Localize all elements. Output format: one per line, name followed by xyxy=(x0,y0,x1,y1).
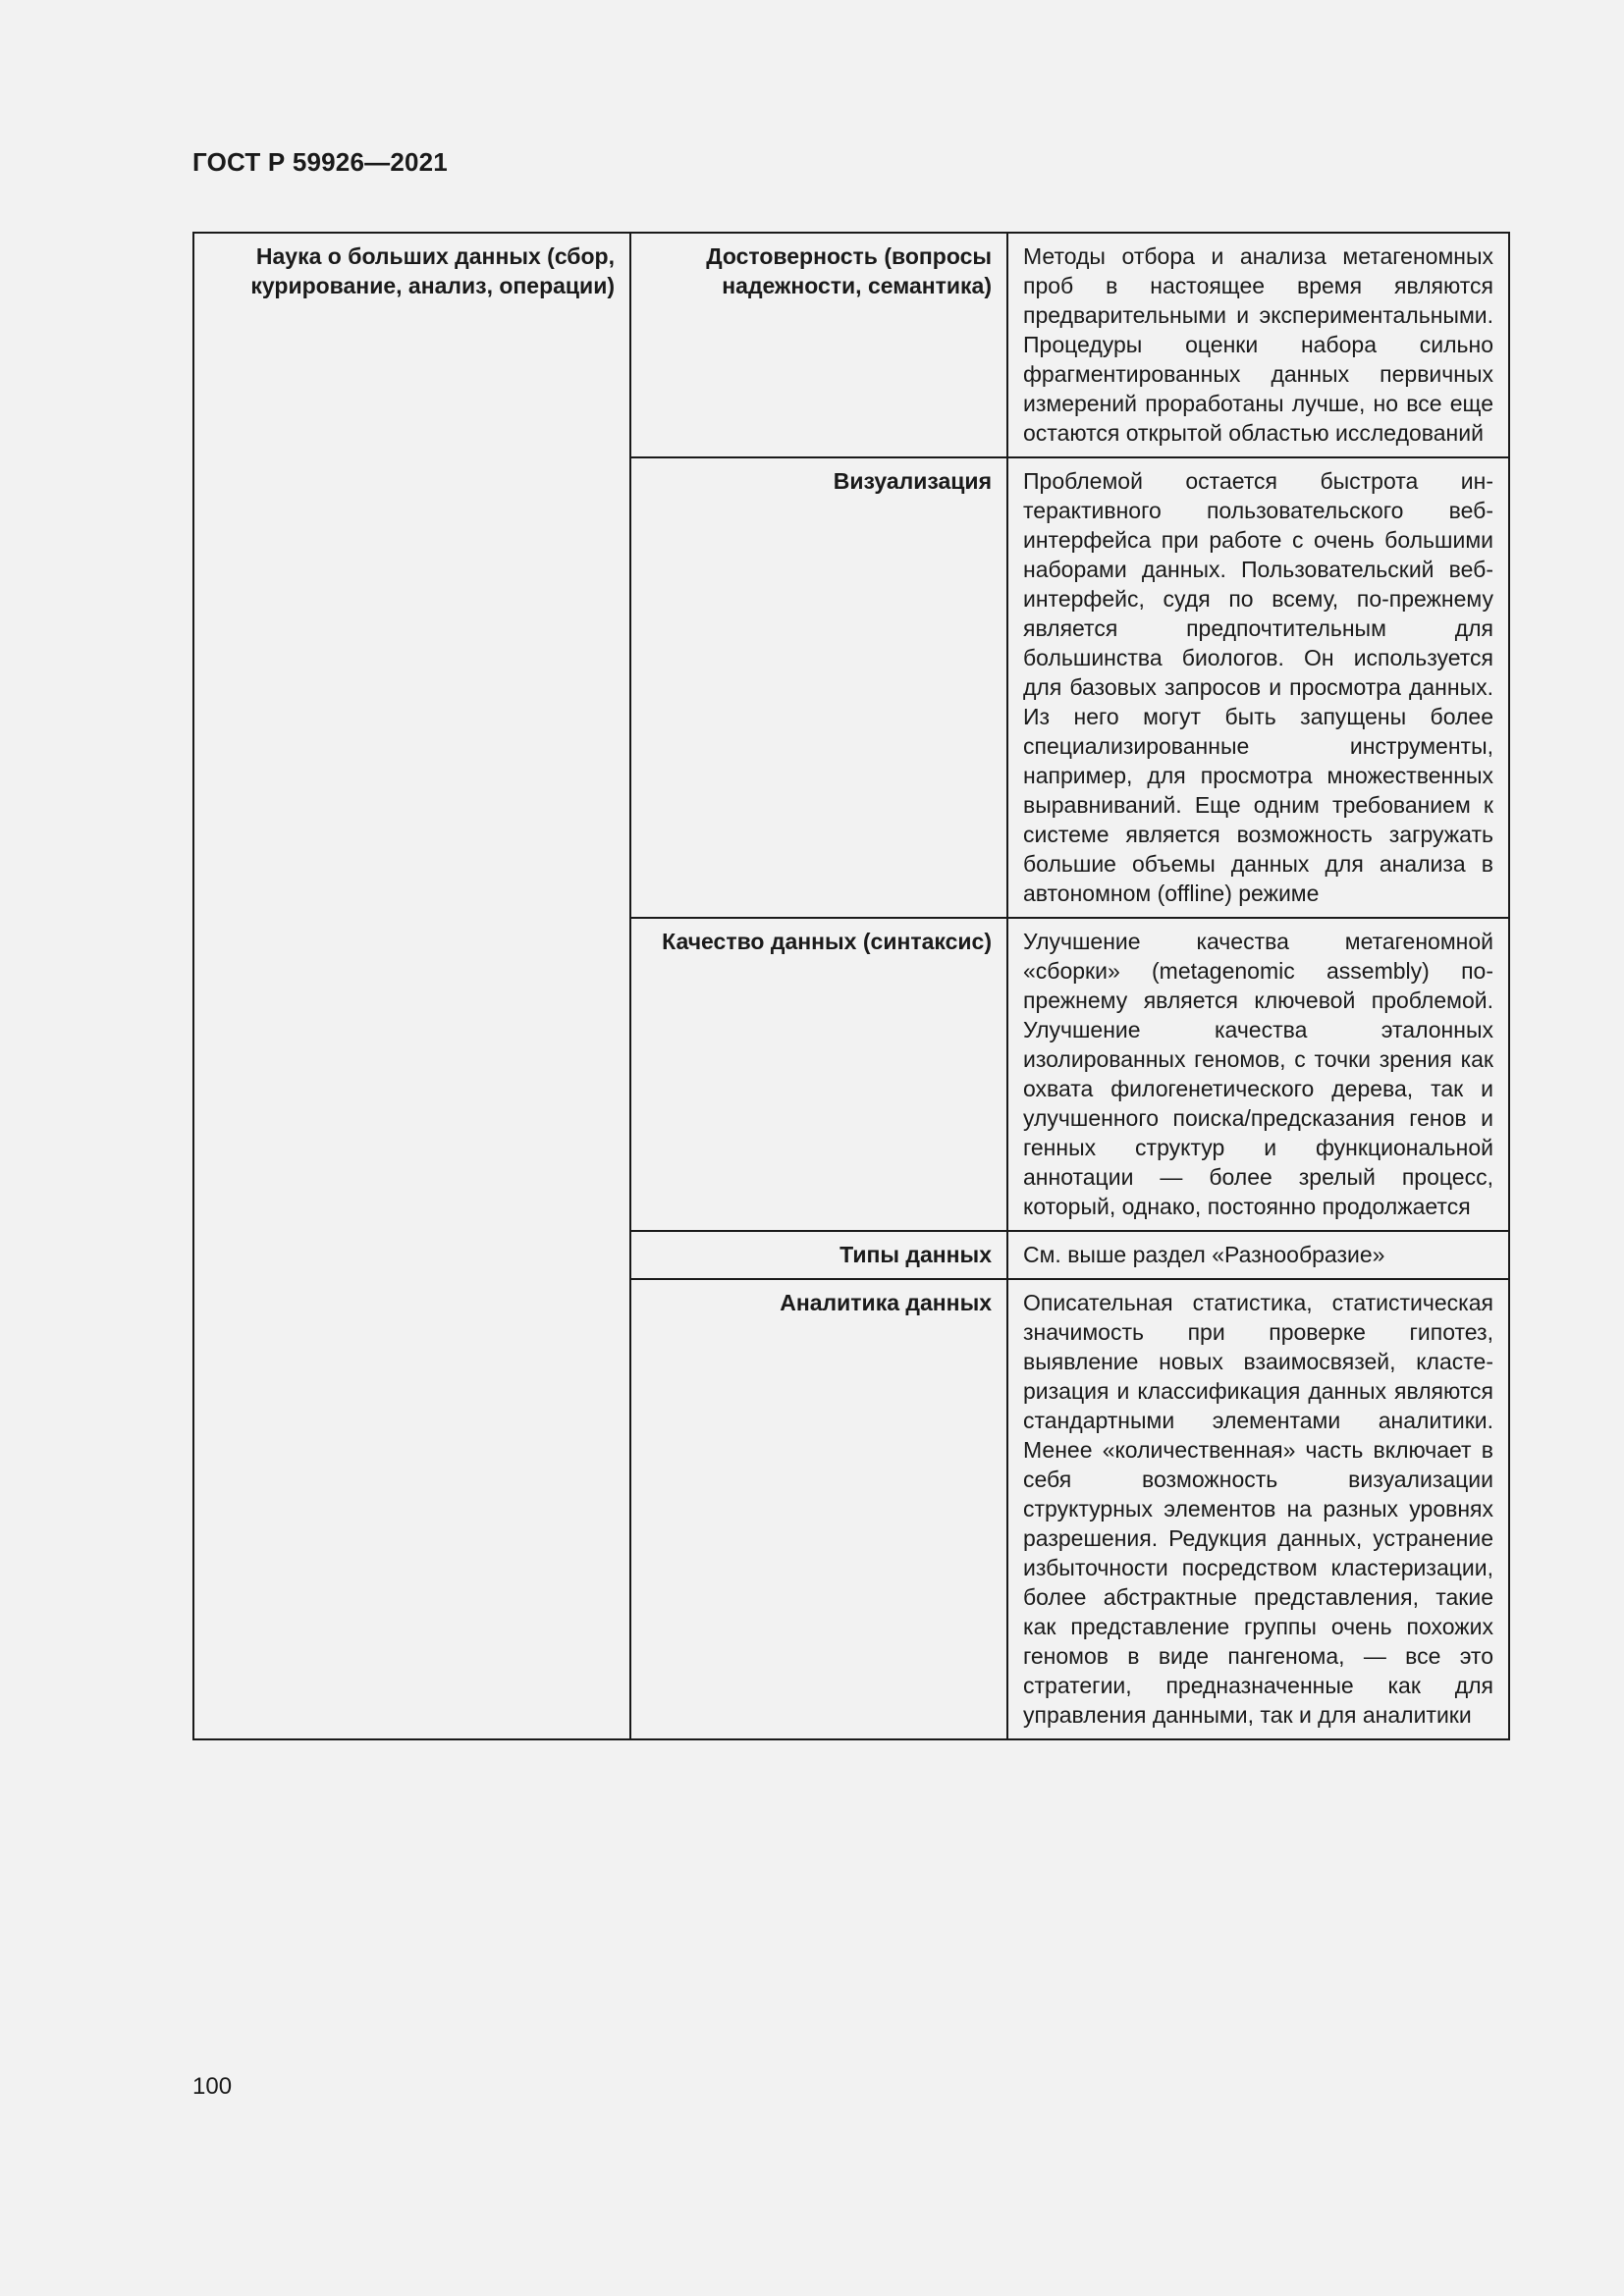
aspect-cell: Визуализация xyxy=(630,457,1007,918)
page-number: 100 xyxy=(192,2073,233,2100)
requirements-table xyxy=(192,232,1510,1740)
table-row xyxy=(193,233,1509,457)
area-cell: Наука о больших данных (сбор, курирование, анализ, операции) xyxy=(193,233,630,1739)
aspect-cell: Качество данных (синтаксис) xyxy=(630,918,1007,1231)
aspect-cell: Типы данных xyxy=(630,1231,1007,1279)
aspect-cell: Аналитика данных xyxy=(630,1279,1007,1739)
description-cell: Улучшение качества метагеномной «сборки» (metagenomic assembly) по-прежнему является ключевой проблемой. Улучшение качества эталонных изолированных геномов, с точки зрения как охвата филогенетического дерева, так и улучшенного поиска/предсказания генов и генных структур и функциональной аннотации — более зрелый процесс, который, однако, постоянно продолжается xyxy=(1007,918,1509,1231)
document-header: ГОСТ Р 59926—2021 xyxy=(192,147,448,177)
description-cell: См. выше раздел «Разнообразие» xyxy=(1007,1231,1509,1279)
description-cell: Проблемой остается быстрота интерактивного пользовательского веб-интерфейса при работе с очень большими наборами данных. Пользовательский веб-интерфейс, судя по всему, по-прежнему является предпочтительным для большинства биологов. Он используется для базовых запросов и просмотра данных. Из него могут быть запущены более специализированные инструменты, например, для просмотра множественных выравниваний. Еще одним требованием к системе является возможность загружать большие объемы данных для анализа в автономном (offline) режиме xyxy=(1007,457,1509,918)
description-cell: Описательная статистика, статистическая значимость при проверке гипотез, выявление новых взаимосвязей, кластеризация и классификация данных являются стандартными элементами аналитики. Менее «количественная» часть включает в себя возможность визуализации структурных элементов на разных уровнях разрешения. Редукция данных, устранение избыточности посредством кластеризации, более абстрактные представления, такие как представление группы очень похожих геномов в виде пангенома, — все это стратегии, предназначенные как для управления данными, так и для аналитики xyxy=(1007,1279,1509,1739)
description-cell: Методы отбора и анализа метагеномных проб в настоящее время являются предварительными и экспериментальными. Процедуры оценки набора сильно фрагментированных данных первичных измерений проработаны лучше, но все еще остаются открытой областью исследований xyxy=(1007,233,1509,457)
aspect-cell: Достоверность (вопросы надежности, семантика) xyxy=(630,233,1007,457)
